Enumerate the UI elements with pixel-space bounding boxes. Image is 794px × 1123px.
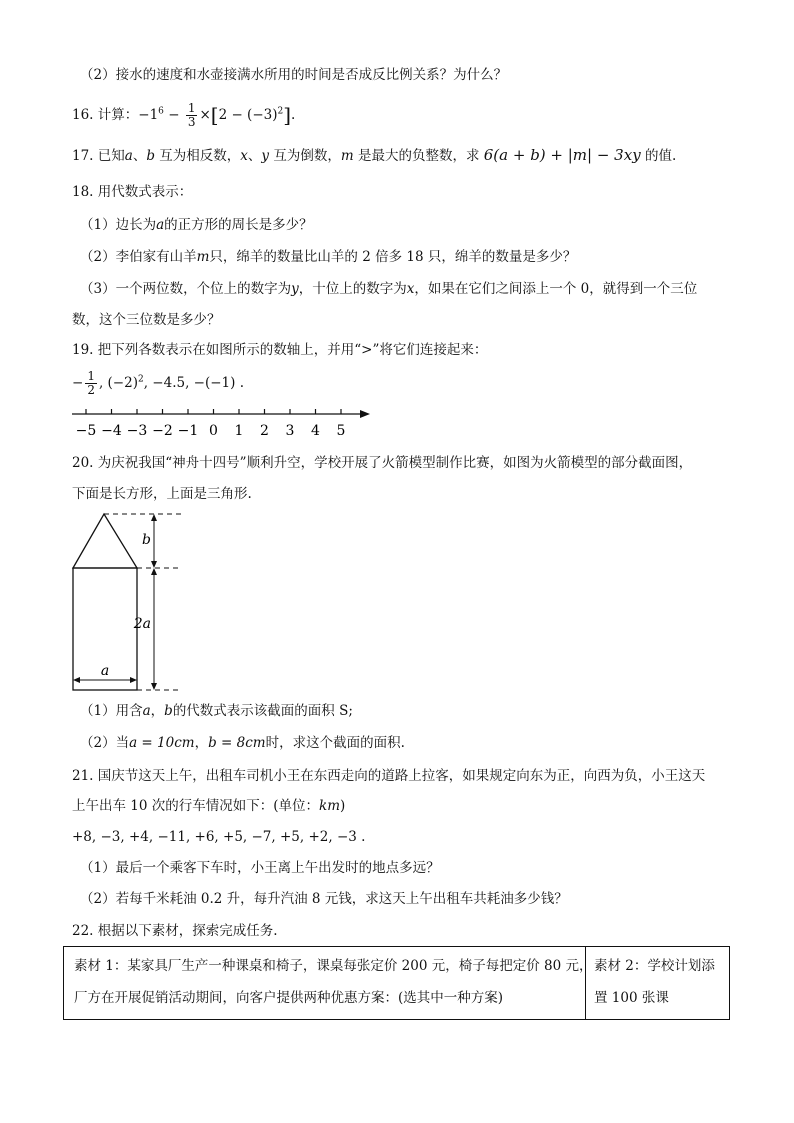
q17-var-x: x: [240, 148, 248, 164]
rocket-triangle: [73, 514, 137, 568]
q20-part2: [80, 734, 405, 752]
q17-line: [72, 146, 676, 165]
q20-p2-expr2: b = 8cm: [208, 735, 266, 751]
label-b: b: [142, 532, 151, 548]
q19-title: 19. 把下列各数表示在如图所示的数轴上，并用“>”将它们连接起来：: [72, 342, 488, 358]
q18-p3-text-a: （3）一个两位数，个位上的数字为: [80, 281, 292, 297]
q16-frac-den: 3: [187, 115, 196, 129]
material-1-line2: 厂方在开展促销活动期间，向客户提供两种优惠方案：(选其中一种方案): [74, 990, 504, 1006]
q19-rest: , (−2): [98, 375, 138, 391]
q17-sep2: 、: [247, 148, 262, 164]
number-line-arrow: [360, 410, 370, 418]
q16-inner: 2 − (−3): [218, 107, 278, 123]
q16-frac-num: 1: [187, 101, 196, 115]
q21-unit: km: [319, 798, 341, 814]
q21-line2-text-a: 上午出车 10 次的行车情况如下：(单位：: [72, 798, 320, 814]
q20-p2-sep: ，: [194, 735, 209, 751]
q19-frac-den: 2: [87, 383, 95, 397]
q18-p3-text-c: ，如果在它们之间添上一个 0，就得到一个三位: [414, 281, 698, 297]
number-line: [0, 406, 794, 446]
q17-end: 的值.: [640, 148, 677, 164]
q20-p1-var-b: b: [164, 703, 173, 719]
q19-rest-exp: 2: [137, 374, 144, 385]
q18-part3: [80, 280, 697, 298]
q20-p1-text-b: 的代数式表示该截面的面积 S;: [172, 703, 353, 719]
q16-times: ×: [199, 107, 211, 123]
q18-part2: [80, 248, 576, 266]
q18-part3-cont: 数，这个三位数是多少？: [72, 312, 221, 328]
q20-p1-var-a: a: [142, 703, 151, 719]
number-line-label: 1: [234, 423, 244, 439]
q18-part1: [80, 216, 313, 234]
q20-p1-text-a: （1）用含: [80, 703, 143, 719]
q19-numbers: [72, 370, 244, 397]
q17-expression: 6(a + b) + |m| − 3xy: [483, 146, 641, 164]
q20-p2-text-a: （2）当: [80, 735, 130, 751]
q16-term1: −1: [138, 107, 159, 123]
dim-2a-arrow-bottom: [151, 683, 157, 690]
q19-fraction: [85, 370, 97, 397]
q17-var-m: m: [340, 148, 354, 164]
q19-neg: −: [72, 375, 84, 391]
q17-mid3: 是最大的负整数，求: [353, 148, 484, 164]
number-line-label: 5: [336, 423, 346, 439]
q20-line2: 下面是长方形，上面是三角形.: [72, 486, 252, 502]
dim-a-arrow-left: [73, 677, 80, 683]
q20-p2-text-b: 时，求这个截面的面积.: [265, 735, 405, 751]
dim-b-arrow-bottom: [151, 561, 157, 568]
q17-prefix: 17. 已知: [72, 148, 125, 164]
q22-title: 22. 根据以下素材，探索完成任务.: [72, 923, 278, 939]
q16-line: [72, 102, 295, 129]
q20-p2-expr1: a = 10cm: [129, 735, 195, 751]
q20-line1: 20. 为庆祝我国“神舟十四号”顺利升空，学校开展了火箭模型制作比赛，如图为火箭模型的部分截面图，: [72, 455, 693, 471]
q21-part2: （2）若每千米耗油 0.2 升，每升汽油 8 元钱，求这天上午出租车共耗油多少钱？: [80, 891, 568, 907]
q21-part1: （1）最后一个乘客下车时，小王离上午出发时的地点多远？: [80, 860, 440, 876]
q16-minus: −: [163, 107, 184, 123]
rocket-figure: [66, 510, 266, 698]
materials-table: [63, 946, 730, 1020]
number-line-label: −5: [75, 423, 97, 439]
material-1-line1: 素材 1：某家具厂生产一种课桌和椅子，课桌每张定价 200 元，椅子每把定价 80 元，: [74, 958, 593, 974]
q21-data: +8, −3, +4, −11, +6, +5, −7, +5, +2, −3 .: [72, 829, 366, 845]
material-2-cell: [586, 947, 729, 1019]
label-2a: 2a: [133, 616, 151, 632]
number-line-label: 4: [311, 423, 320, 439]
q18-p2-text-b: 只，绵羊的数量比山羊的 2 倍多 18 只，绵羊的数量是多少？: [209, 249, 577, 265]
number-line-label: −3: [126, 423, 148, 439]
q16-inner-exp: 2: [277, 106, 284, 117]
q18-p3-var-x: x: [406, 281, 415, 297]
q18-p2-var: m: [196, 249, 210, 265]
q19-frac-num: 1: [87, 369, 95, 383]
number-line-label: −4: [101, 423, 122, 439]
q16-prefix: 16. 计算：: [72, 107, 139, 123]
number-line-label: 0: [209, 423, 218, 439]
q18-p3-text-b: ，十位上的数字为: [298, 281, 407, 297]
q16-right-bracket: ]: [283, 103, 292, 127]
q21-line2-text-b: ): [340, 798, 346, 814]
q20-part1: [80, 702, 353, 720]
q17-mid1: 互为相反数，: [154, 148, 241, 164]
dim-b-arrow-top: [151, 514, 157, 521]
q17-var-b: b: [146, 148, 155, 164]
q21-line2: [72, 797, 345, 815]
q18-p1-text-b: 的正方形的周长是多少？: [164, 217, 313, 233]
q17-sep1: 、: [132, 148, 147, 164]
q18-p2-text-a: （2）李伯家有山羊: [80, 249, 197, 265]
dim-a-arrow-right: [130, 677, 137, 683]
material-2-line1: 素材 2：学校计划添: [594, 958, 715, 974]
q19-rest2: , −4.5, −(−1) .: [143, 375, 244, 391]
dim-2a-arrow-top: [151, 568, 157, 575]
material-1-cell: [64, 947, 593, 1019]
q18-p1-text-a: （1）边长为: [80, 217, 157, 233]
q20-p1-sep: ，: [150, 703, 165, 719]
number-line-label: 2: [260, 423, 269, 439]
q17-mid2: 互为倒数，: [269, 148, 341, 164]
q16-end: .: [291, 107, 296, 123]
number-line-label: −1: [177, 423, 199, 439]
material-2-line2: 置 100 张课: [594, 990, 669, 1006]
q18-title: 18. 用代数式表示：: [72, 184, 193, 200]
q18-p3-var-y: y: [291, 281, 299, 297]
q16-term1-exp: 6: [158, 106, 164, 117]
label-a: a: [100, 663, 110, 679]
q16-left-bracket: [: [210, 103, 219, 127]
number-line-label: 3: [285, 423, 295, 439]
number-line-label: −2: [152, 423, 173, 439]
q16-fraction: [186, 102, 198, 129]
q15-part2: （2）接水的速度和水壶接满水所用的时间是否成反比例关系？为什么？: [80, 67, 508, 83]
q17-var-a: a: [124, 148, 133, 164]
q18-p1-var: a: [156, 217, 165, 233]
q17-var-y: y: [261, 148, 270, 164]
q21-line1: 21. 国庆节这天上午，出租车司机小王在东西走向的道路上拉客，如果规定向东为正，向西为负，小王这天: [72, 768, 706, 784]
